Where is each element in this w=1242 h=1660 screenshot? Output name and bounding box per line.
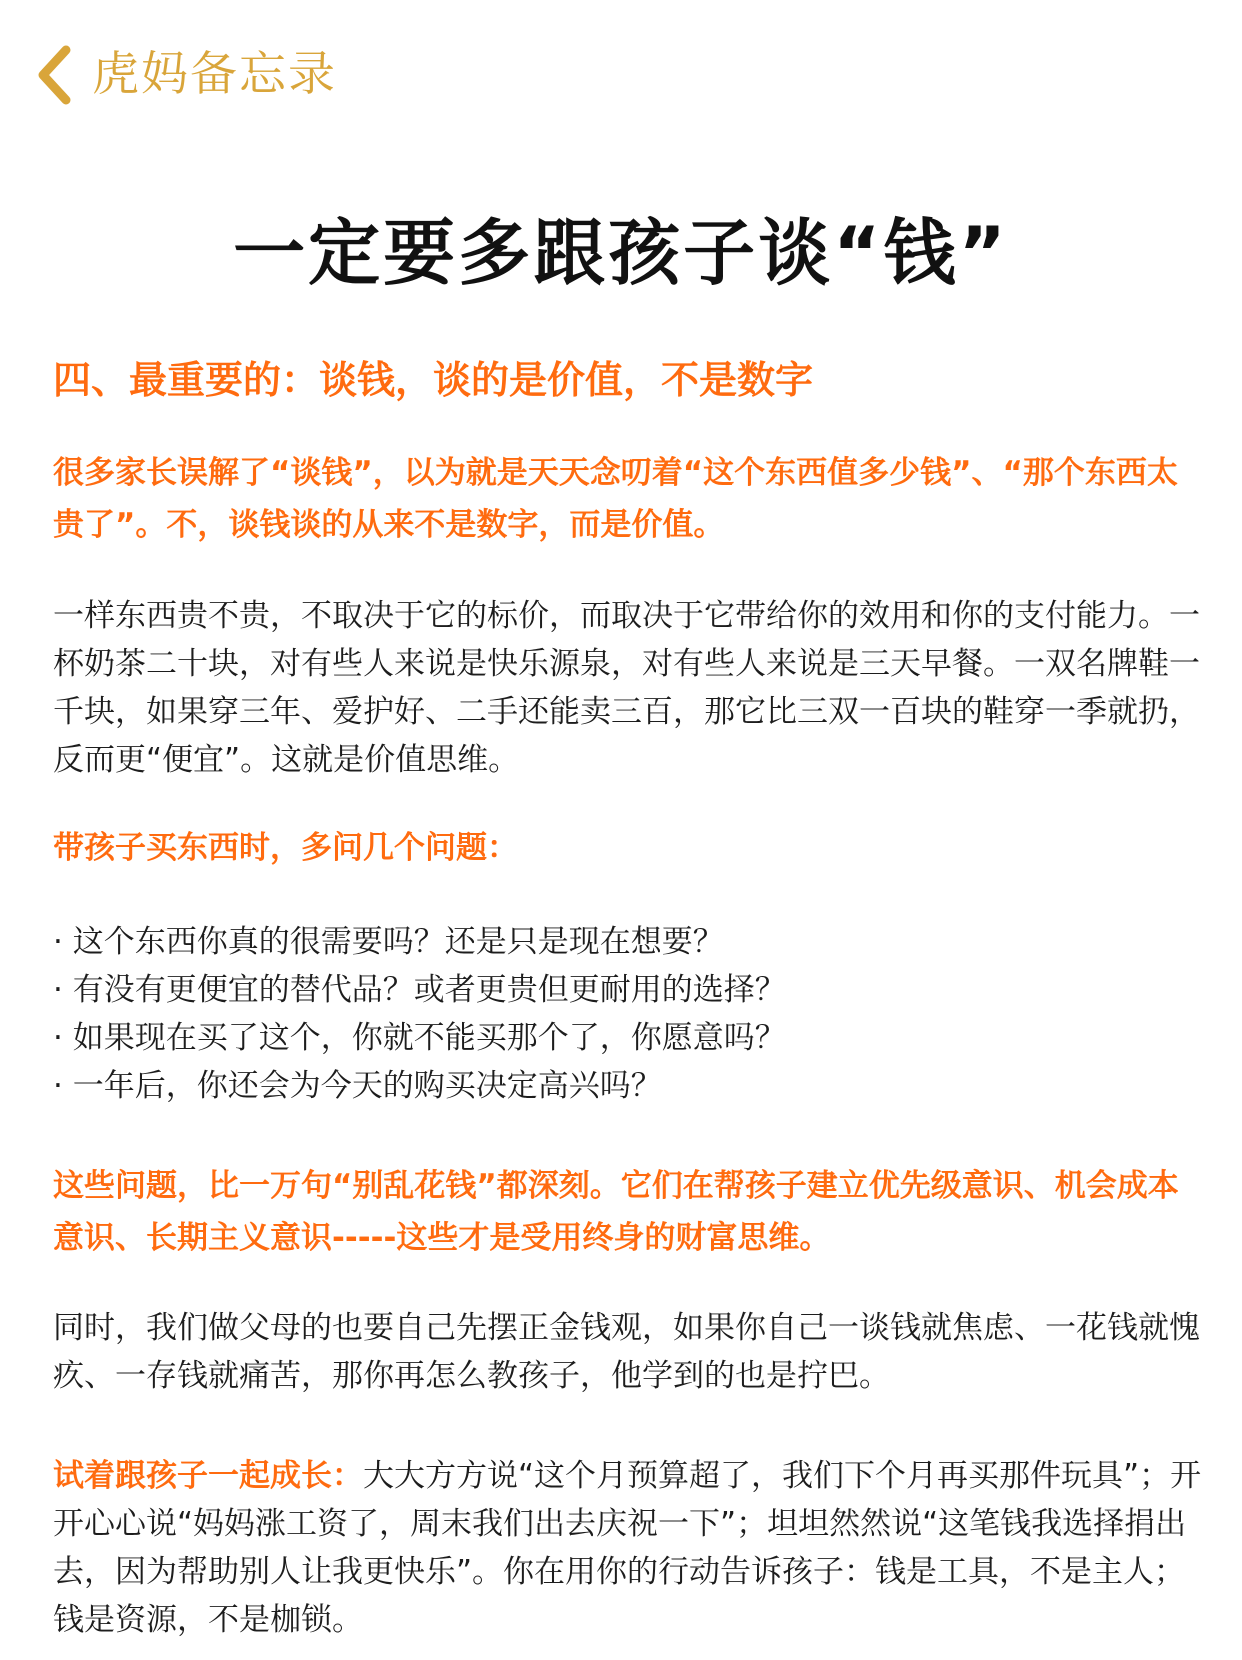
lead-paragraph: 很多家长误解了“谈钱”，以为就是天天念叨着“这个东西值多少钱”、“那个东西太贵了”。不，谈钱谈的从来不是数字，而是价值。: [53, 455, 1178, 543]
grow-together-label: 试着跟孩子一起成长：: [53, 1458, 363, 1494]
back-navigation[interactable]: [34, 40, 337, 110]
parent-mindset-paragraph: 同时，我们做父母的也要自己先摆正金钱观，如果你自己一谈钱就焦虑、一花钱就愧疚、一存钱就痛苦，那你再怎么教孩子，他学到的也是拧巴。: [53, 1310, 1200, 1394]
page-title: 一定要多跟孩子谈“钱”: [233, 211, 1009, 295]
section-heading: 四、最重要的：谈钱，谈的是价值，不是数字: [53, 358, 814, 402]
question-list: [53, 918, 1203, 1110]
list-item: · 如果现在买了这个，你就不能买那个了，你愿意吗？: [53, 1014, 1203, 1062]
list-item: · 有没有更便宜的替代品？或者更贵但更耐用的选择？: [53, 966, 1203, 1014]
grow-together-paragraph: [53, 1452, 1203, 1644]
grow-together-text: 大大方方说“这个月预算超了，我们下个月再买那件玩具”；开开心心说“妈妈涨工资了，周末我们出去庆祝一下”；坦坦然然说“这笔钱我选择捐出去，因为帮助别人让我更快乐”。你在用你的行动告诉孩子：钱是工具，不是主人；钱是资源，不是枷锁。: [53, 1458, 1202, 1638]
value-thinking-paragraph: 一样东西贵不贵，不取决于它的标价，而取决于它带给你的效用和你的支付能力。一杯奶茶二十块，对有些人来说是快乐源泉，对有些人来说是三天早餐。一双名牌鞋一千块，如果穿三年、爱护好、二手还能卖三百，那它比三双一百块的鞋穿一季就扔，反而更“便宜”。这就是价值思维。: [53, 598, 1200, 778]
emphasis-paragraph: 这些问题，比一万句“别乱花钱”都深刻。它们在帮孩子建立优先级意识、机会成本意识、长期主义意识-----这些才是受用终身的财富思维。: [53, 1168, 1179, 1256]
list-item: · 一年后，你还会为今天的购买决定高兴吗？: [53, 1062, 1203, 1110]
notes-folder-title: 虎妈备忘录: [92, 47, 337, 102]
questions-heading: 带孩子买东西时，多问几个问题：: [53, 830, 518, 866]
chevron-left-icon[interactable]: [34, 42, 78, 108]
list-item: · 这个东西你真的很需要吗？还是只是现在想要？: [53, 918, 1203, 966]
